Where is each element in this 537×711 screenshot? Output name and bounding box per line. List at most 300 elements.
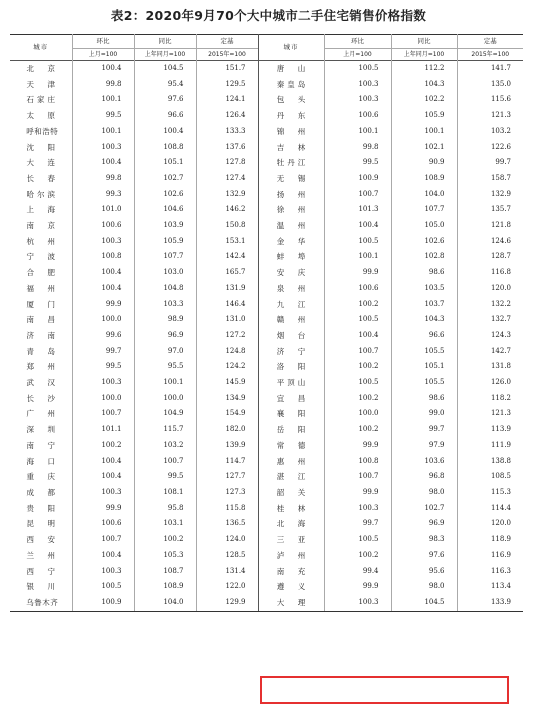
base-cell: 182.0 xyxy=(196,422,258,438)
base-cell: 124.2 xyxy=(196,359,258,375)
yoy-cell: 98.6 xyxy=(391,391,457,407)
base-cell: 127.3 xyxy=(196,485,258,501)
city-cell: 石家庄 xyxy=(26,95,58,105)
table-row xyxy=(10,548,523,564)
city-cell: 常 德 xyxy=(258,438,324,454)
mom-cell: 100.4 xyxy=(72,548,134,564)
yoy-cell: 104.5 xyxy=(134,61,196,77)
city-cell: 洛 阳 xyxy=(258,359,324,375)
mom-cell: 100.3 xyxy=(72,375,134,391)
table-row xyxy=(10,77,523,93)
yoy-cell: 103.9 xyxy=(134,218,196,234)
base-cell: 146.4 xyxy=(196,297,258,313)
yoy-cell: 98.3 xyxy=(391,532,457,548)
yoy-cell: 95.6 xyxy=(391,564,457,580)
mom-cell: 100.5 xyxy=(324,234,391,250)
table-row xyxy=(10,171,523,187)
mom-cell: 101.3 xyxy=(324,202,391,218)
city-cell: 青 岛 xyxy=(26,346,58,356)
base-header: 定基 xyxy=(457,35,523,49)
city-cell: 广 州 xyxy=(26,409,58,419)
city-cell: 南 京 xyxy=(26,221,58,231)
city-cell: 惠 州 xyxy=(258,454,324,470)
base-cell: 154.9 xyxy=(196,406,258,422)
table-row xyxy=(10,328,523,344)
city-cell: 扬 州 xyxy=(258,187,324,203)
price-index-table xyxy=(10,34,523,612)
yoy-cell: 95.4 xyxy=(134,77,196,93)
table-row xyxy=(10,375,523,391)
city-cell: 沈 阳 xyxy=(26,142,58,152)
yoy-cell: 104.5 xyxy=(391,595,457,611)
base-base-header: 2015年=100 xyxy=(196,49,258,61)
city-cell: 赣 州 xyxy=(258,312,324,328)
city-cell: 包 头 xyxy=(258,92,324,108)
table-row xyxy=(10,92,523,108)
city-cell: 济 宁 xyxy=(258,344,324,360)
yoy-cell: 108.9 xyxy=(134,579,196,595)
table-row xyxy=(10,516,523,532)
mom-cell: 100.6 xyxy=(72,218,134,234)
table-row xyxy=(10,359,523,375)
yoy-cell: 104.9 xyxy=(134,406,196,422)
base-cell: 131.4 xyxy=(196,564,258,580)
base-cell: 115.8 xyxy=(196,501,258,517)
yoy-cell: 97.6 xyxy=(134,92,196,108)
mom-cell: 101.0 xyxy=(72,202,134,218)
yoy-cell: 96.6 xyxy=(134,108,196,124)
base-cell: 115.3 xyxy=(457,485,523,501)
city-cell: 济 南 xyxy=(26,330,58,340)
mom-cell: 99.3 xyxy=(72,187,134,203)
city-header: 城市 xyxy=(33,43,49,51)
yoy-cell: 97.9 xyxy=(391,438,457,454)
yoy-cell: 103.0 xyxy=(134,265,196,281)
yoy-cell: 95.5 xyxy=(134,359,196,375)
base-cell: 132.2 xyxy=(457,297,523,313)
city-cell: 呼和浩特 xyxy=(26,126,59,136)
city-cell: 海 口 xyxy=(26,456,58,466)
yoy-cell: 105.1 xyxy=(391,359,457,375)
mom-cell: 99.8 xyxy=(72,77,134,93)
table-row xyxy=(10,108,523,124)
yoy-cell: 96.9 xyxy=(391,516,457,532)
base-cell: 133.3 xyxy=(196,124,258,140)
mom-cell: 100.4 xyxy=(72,265,134,281)
table-row xyxy=(10,501,523,517)
base-cell: 103.2 xyxy=(457,124,523,140)
city-cell: 大 连 xyxy=(26,158,58,168)
city-cell: 韶 关 xyxy=(258,485,324,501)
base-cell: 128.5 xyxy=(196,548,258,564)
table-row xyxy=(10,312,523,328)
yoy-cell: 99.5 xyxy=(134,469,196,485)
city-cell: 北 京 xyxy=(26,64,58,73)
table-row xyxy=(10,579,523,595)
table-row xyxy=(10,124,523,140)
city-cell: 乌鲁木齐 xyxy=(10,595,72,611)
mom-cell: 100.5 xyxy=(324,61,391,77)
yoy-cell: 102.6 xyxy=(134,187,196,203)
city-cell: 徐 州 xyxy=(258,202,324,218)
yoy-base-header: 上年同月=100 xyxy=(134,49,196,61)
city-cell: 宜 昌 xyxy=(258,391,324,407)
mom-cell: 100.7 xyxy=(72,406,134,422)
mom-cell: 100.4 xyxy=(72,469,134,485)
table-title: 表2：2020年9月70个大中城市二手住宅销售价格指数 xyxy=(110,8,427,23)
yoy-cell: 108.1 xyxy=(134,485,196,501)
mom-cell: 100.3 xyxy=(72,234,134,250)
base-cell: 131.9 xyxy=(196,281,258,297)
yoy-cell: 105.3 xyxy=(134,548,196,564)
yoy-cell: 98.0 xyxy=(391,485,457,501)
base-cell: 124.6 xyxy=(457,234,523,250)
city-cell: 西 安 xyxy=(26,535,58,545)
city-cell: 哈尔滨 xyxy=(26,189,58,199)
base-cell: 158.7 xyxy=(457,171,523,187)
yoy-cell: 100.2 xyxy=(134,532,196,548)
mom-cell: 100.2 xyxy=(324,422,391,438)
base-cell: 153.1 xyxy=(196,234,258,250)
city-cell: 烟 台 xyxy=(258,328,324,344)
city-cell: 泉 州 xyxy=(258,281,324,297)
city-cell: 岳 阳 xyxy=(258,422,324,438)
base-cell: 122.6 xyxy=(457,140,523,156)
table-row xyxy=(10,406,523,422)
mom-cell: 99.9 xyxy=(324,265,391,281)
yoy-cell: 103.5 xyxy=(391,281,457,297)
mom-cell: 100.4 xyxy=(72,61,134,77)
mom-header: 环比 xyxy=(72,35,134,49)
base-cell: 124.0 xyxy=(196,532,258,548)
yoy-cell: 102.1 xyxy=(391,140,457,156)
mom-cell: 99.9 xyxy=(324,579,391,595)
city-cell: 西 宁 xyxy=(26,566,58,576)
yoy-cell: 105.1 xyxy=(134,155,196,171)
yoy-cell: 104.6 xyxy=(134,202,196,218)
table-row xyxy=(10,202,523,218)
base-cell: 116.9 xyxy=(457,548,523,564)
table-row xyxy=(10,218,523,234)
base-cell: 114.4 xyxy=(457,501,523,517)
table-row xyxy=(10,564,523,580)
base-cell: 127.7 xyxy=(196,469,258,485)
base-cell: 121.3 xyxy=(457,406,523,422)
base-cell: 113.4 xyxy=(457,579,523,595)
city-cell: 厦 门 xyxy=(26,299,58,309)
city-cell: 安 庆 xyxy=(258,265,324,281)
base-cell: 135.7 xyxy=(457,202,523,218)
base-cell: 99.7 xyxy=(457,155,523,171)
mom-cell: 99.4 xyxy=(324,564,391,580)
city-cell: 太 原 xyxy=(26,111,58,121)
yoy-cell: 107.7 xyxy=(134,249,196,265)
table-body xyxy=(10,61,523,612)
base-cell: 120.0 xyxy=(457,516,523,532)
base-cell: 136.5 xyxy=(196,516,258,532)
yoy-cell: 100.4 xyxy=(134,124,196,140)
yoy-cell: 108.9 xyxy=(391,171,457,187)
table-row xyxy=(10,155,523,171)
table-row xyxy=(10,265,523,281)
mom-cell: 100.9 xyxy=(72,595,134,611)
city-cell: 南 充 xyxy=(258,564,324,580)
mom-cell: 100.7 xyxy=(324,344,391,360)
base-cell: 111.9 xyxy=(457,438,523,454)
base-cell: 165.7 xyxy=(196,265,258,281)
base-cell: 137.6 xyxy=(196,140,258,156)
yoy-cell: 99.7 xyxy=(391,422,457,438)
mom-cell: 100.8 xyxy=(72,249,134,265)
yoy-cell: 105.9 xyxy=(391,108,457,124)
yoy-cell: 105.5 xyxy=(391,344,457,360)
mom-cell: 100.5 xyxy=(324,312,391,328)
yoy-cell: 96.9 xyxy=(134,328,196,344)
base-cell: 146.2 xyxy=(196,202,258,218)
mom-cell: 100.8 xyxy=(324,454,391,470)
base-cell: 114.7 xyxy=(196,454,258,470)
base-cell: 134.9 xyxy=(196,391,258,407)
base-cell: 126.4 xyxy=(196,108,258,124)
city-cell: 三 亚 xyxy=(258,532,324,548)
city-cell: 成 都 xyxy=(26,487,58,497)
city-cell: 兰 州 xyxy=(26,550,58,560)
mom-cell: 100.2 xyxy=(72,438,134,454)
base-cell: 121.8 xyxy=(457,218,523,234)
base-cell: 124.8 xyxy=(196,344,258,360)
city-cell: 温 州 xyxy=(258,218,324,234)
base-cell: 151.7 xyxy=(196,61,258,77)
base-cell: 127.2 xyxy=(196,328,258,344)
mom-cell: 100.0 xyxy=(72,391,134,407)
mom-cell: 100.1 xyxy=(324,124,391,140)
base-cell: 126.0 xyxy=(457,375,523,391)
mom-cell: 99.7 xyxy=(72,344,134,360)
table-row xyxy=(10,61,523,77)
mom-cell: 99.6 xyxy=(72,328,134,344)
yoy-cell: 100.7 xyxy=(134,454,196,470)
city-cell: 北 海 xyxy=(258,516,324,532)
yoy-cell: 103.6 xyxy=(391,454,457,470)
yoy-cell: 105.9 xyxy=(134,234,196,250)
mom-cell: 100.7 xyxy=(324,187,391,203)
yoy-cell: 100.0 xyxy=(134,391,196,407)
yoy-cell: 97.6 xyxy=(391,548,457,564)
yoy-cell: 102.2 xyxy=(391,92,457,108)
yoy-cell: 100.1 xyxy=(391,124,457,140)
mom-cell: 100.3 xyxy=(72,140,134,156)
mom-cell: 100.7 xyxy=(72,532,134,548)
city-cell: 平顶山 xyxy=(258,375,324,391)
base-cell: 133.9 xyxy=(457,595,523,611)
mom-cell: 100.3 xyxy=(324,77,391,93)
city-cell: 南 宁 xyxy=(26,440,58,450)
base-cell: 132.9 xyxy=(457,187,523,203)
city-cell: 杭 州 xyxy=(26,236,58,246)
base-cell: 108.5 xyxy=(457,469,523,485)
table-row xyxy=(10,344,523,360)
yoy-cell: 102.7 xyxy=(391,501,457,517)
mom-cell: 100.6 xyxy=(324,108,391,124)
mom-cell: 100.4 xyxy=(324,218,391,234)
city-cell: 九 江 xyxy=(258,297,324,313)
yoy-header: 同比 xyxy=(391,35,457,49)
mom-cell: 100.4 xyxy=(72,281,134,297)
base-cell: 138.8 xyxy=(457,454,523,470)
table-row xyxy=(10,281,523,297)
mom-cell: 101.1 xyxy=(72,422,134,438)
mom-header: 环比 xyxy=(324,35,391,49)
city-cell: 大 理 xyxy=(258,595,324,611)
mom-base-header: 上月=100 xyxy=(72,49,134,61)
city-cell: 遵 义 xyxy=(258,579,324,595)
city-cell: 宁 波 xyxy=(26,252,58,262)
yoy-cell: 102.6 xyxy=(391,234,457,250)
mom-cell: 100.3 xyxy=(324,501,391,517)
city-cell: 武 汉 xyxy=(26,378,58,388)
yoy-cell: 105.5 xyxy=(391,375,457,391)
mom-cell: 100.2 xyxy=(324,297,391,313)
mom-cell: 100.1 xyxy=(72,92,134,108)
yoy-cell: 112.2 xyxy=(391,61,457,77)
mom-cell: 100.3 xyxy=(324,595,391,611)
yoy-cell: 103.7 xyxy=(391,297,457,313)
yoy-cell: 108.8 xyxy=(134,140,196,156)
yoy-cell: 107.7 xyxy=(391,202,457,218)
base-cell: 122.0 xyxy=(196,579,258,595)
yoy-cell: 98.6 xyxy=(391,265,457,281)
base-cell: 129.5 xyxy=(196,77,258,93)
table-row xyxy=(10,532,523,548)
base-cell: 118.9 xyxy=(457,532,523,548)
yoy-cell: 99.0 xyxy=(391,406,457,422)
yoy-cell: 105.0 xyxy=(391,218,457,234)
mom-cell: 99.9 xyxy=(72,501,134,517)
base-cell: 121.3 xyxy=(457,108,523,124)
city-cell: 长 沙 xyxy=(26,393,58,403)
base-cell: 141.7 xyxy=(457,61,523,77)
yoy-cell: 103.2 xyxy=(134,438,196,454)
base-cell: 124.1 xyxy=(196,92,258,108)
mom-cell: 99.8 xyxy=(324,140,391,156)
city-cell: 锦 州 xyxy=(258,124,324,140)
yoy-cell: 102.8 xyxy=(391,249,457,265)
base-cell: 132.7 xyxy=(457,312,523,328)
base-cell: 127.4 xyxy=(196,171,258,187)
yoy-cell: 95.8 xyxy=(134,501,196,517)
mom-cell: 99.9 xyxy=(72,297,134,313)
yoy-cell: 104.0 xyxy=(134,595,196,611)
city-header: 城市 xyxy=(258,35,324,61)
city-cell: 吉 林 xyxy=(258,140,324,156)
city-cell: 桂 林 xyxy=(258,501,324,517)
city-cell: 上 海 xyxy=(26,205,58,215)
mom-cell: 100.1 xyxy=(72,124,134,140)
yoy-cell: 98.0 xyxy=(391,579,457,595)
yoy-cell: 96.6 xyxy=(391,328,457,344)
city-cell: 长 春 xyxy=(26,173,58,183)
table-row xyxy=(10,297,523,313)
table-row xyxy=(10,249,523,265)
mom-cell: 99.9 xyxy=(324,438,391,454)
city-cell: 唐 山 xyxy=(258,61,324,77)
yoy-cell: 100.1 xyxy=(134,375,196,391)
yoy-cell: 115.7 xyxy=(134,422,196,438)
mom-cell: 100.2 xyxy=(324,391,391,407)
mom-cell: 99.8 xyxy=(72,171,134,187)
mom-cell: 100.3 xyxy=(324,92,391,108)
base-cell: 116.8 xyxy=(457,265,523,281)
city-cell: 合 肥 xyxy=(26,268,58,278)
base-base-header: 2015年=100 xyxy=(457,49,523,61)
mom-cell: 100.5 xyxy=(324,532,391,548)
base-cell: 131.0 xyxy=(196,312,258,328)
city-cell: 郑 州 xyxy=(26,362,58,372)
city-cell: 泸 州 xyxy=(258,548,324,564)
mom-cell: 100.5 xyxy=(324,375,391,391)
base-cell: 139.9 xyxy=(196,438,258,454)
highlight-box xyxy=(260,676,509,704)
mom-cell: 99.5 xyxy=(324,155,391,171)
mom-cell: 100.6 xyxy=(324,281,391,297)
city-cell: 湛 江 xyxy=(258,469,324,485)
mom-cell: 100.3 xyxy=(72,564,134,580)
base-cell: 113.9 xyxy=(457,422,523,438)
base-cell: 142.4 xyxy=(196,249,258,265)
yoy-cell: 103.3 xyxy=(134,297,196,313)
city-cell: 银 川 xyxy=(26,582,58,592)
table-row xyxy=(10,391,523,407)
yoy-base-header: 上年同月=100 xyxy=(391,49,457,61)
yoy-header: 同比 xyxy=(134,35,196,49)
base-cell: 127.8 xyxy=(196,155,258,171)
city-cell: 牡丹江 xyxy=(258,155,324,171)
mom-cell: 99.7 xyxy=(324,516,391,532)
mom-cell: 100.0 xyxy=(324,406,391,422)
mom-cell: 100.4 xyxy=(72,454,134,470)
mom-cell: 100.6 xyxy=(72,516,134,532)
base-cell: 115.6 xyxy=(457,92,523,108)
mom-cell: 100.4 xyxy=(324,328,391,344)
base-cell: 142.7 xyxy=(457,344,523,360)
city-cell: 无 锡 xyxy=(258,171,324,187)
base-cell: 124.3 xyxy=(457,328,523,344)
yoy-cell: 108.7 xyxy=(134,564,196,580)
table-row xyxy=(10,140,523,156)
city-cell: 南 昌 xyxy=(26,315,58,325)
yoy-cell: 97.0 xyxy=(134,344,196,360)
yoy-cell: 103.1 xyxy=(134,516,196,532)
city-cell: 天 津 xyxy=(26,79,58,89)
yoy-cell: 102.7 xyxy=(134,171,196,187)
base-cell: 145.9 xyxy=(196,375,258,391)
city-cell: 金 华 xyxy=(258,234,324,250)
yoy-cell: 104.8 xyxy=(134,281,196,297)
city-cell: 襄 阳 xyxy=(258,406,324,422)
base-cell: 129.9 xyxy=(196,595,258,611)
table-row xyxy=(10,234,523,250)
mom-cell: 100.0 xyxy=(72,312,134,328)
base-cell: 120.0 xyxy=(457,281,523,297)
mom-base-header: 上月=100 xyxy=(324,49,391,61)
table-row xyxy=(10,187,523,203)
city-cell: 贵 阳 xyxy=(26,503,58,513)
yoy-cell: 104.3 xyxy=(391,312,457,328)
mom-cell: 100.7 xyxy=(324,469,391,485)
mom-cell: 100.9 xyxy=(324,171,391,187)
mom-cell: 100.5 xyxy=(72,579,134,595)
table-row xyxy=(10,485,523,501)
